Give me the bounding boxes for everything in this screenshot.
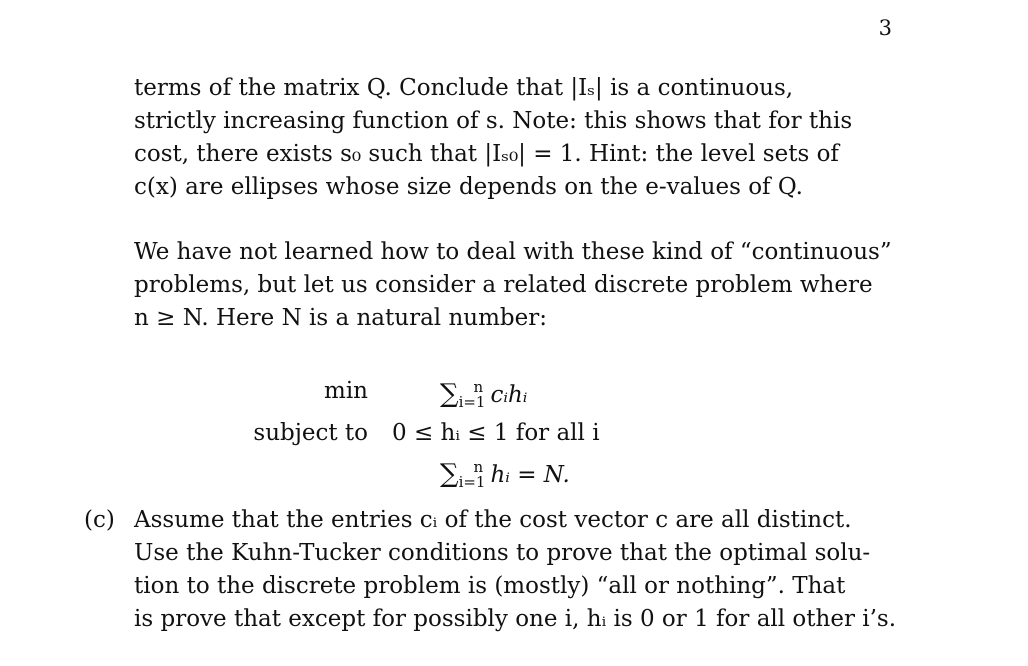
summation-symbol: ∑ — [440, 379, 459, 409]
objective-term: cᵢhᵢ — [490, 382, 528, 408]
constraint-sum-expression — [440, 458, 570, 491]
paragraph-continuous-cost — [134, 72, 896, 204]
page-number: 3 — [878, 16, 892, 40]
constraint-sum-term: hᵢ = N. — [490, 462, 570, 488]
summation-lower-index: i=1 — [458, 393, 486, 411]
constraint-row-1 — [0, 420, 1028, 460]
summation-upper-index: n — [473, 378, 484, 396]
text-line: Use the Kuhn-Tucker conditions to prove that the optimal solu- — [134, 540, 871, 566]
objective-row — [0, 378, 1028, 418]
text-line: tion to the discrete problem is (mostly) “all or nothing”. That — [134, 573, 846, 599]
text-line: n ≥ N. Here N is a natural number: — [134, 305, 547, 331]
text-line: c(x) are ellipses whose size depends on the e-values of Q. — [134, 174, 803, 200]
text-line: problems, but let us consider a related discrete problem where — [134, 272, 873, 298]
text-line: strictly increasing function of s. Note: this shows that for this — [134, 108, 853, 134]
summation-lower-index: i=1 — [458, 473, 486, 491]
objective-expression — [440, 378, 527, 411]
text-line: is prove that except for possibly one i, hᵢ is 0 or 1 for all other i’s. — [134, 606, 897, 632]
paragraph-discrete-problem — [134, 236, 896, 335]
constraint-row-2 — [0, 458, 1028, 498]
objective-label: min — [324, 378, 368, 404]
text-line: Assume that the entries cᵢ of the cost vector c are all distinct. — [134, 507, 852, 533]
constraint-label: subject to — [253, 420, 368, 446]
item-label: (c) — [84, 507, 115, 533]
constraint-bounds: 0 ≤ hᵢ ≤ 1 for all i — [392, 420, 600, 446]
text-line: We have not learned how to deal with these kind of “continuous” — [134, 239, 892, 265]
item-c-body — [134, 504, 896, 636]
text-line: terms of the matrix Q. Conclude that |Iₛ| is a continuous, — [134, 75, 794, 101]
summation-symbol: ∑ — [440, 459, 459, 489]
text-line: cost, there exists s₀ such that |Iₛ₀| = 1. Hint: the level sets of — [134, 141, 839, 167]
summation-upper-index: n — [473, 458, 484, 476]
